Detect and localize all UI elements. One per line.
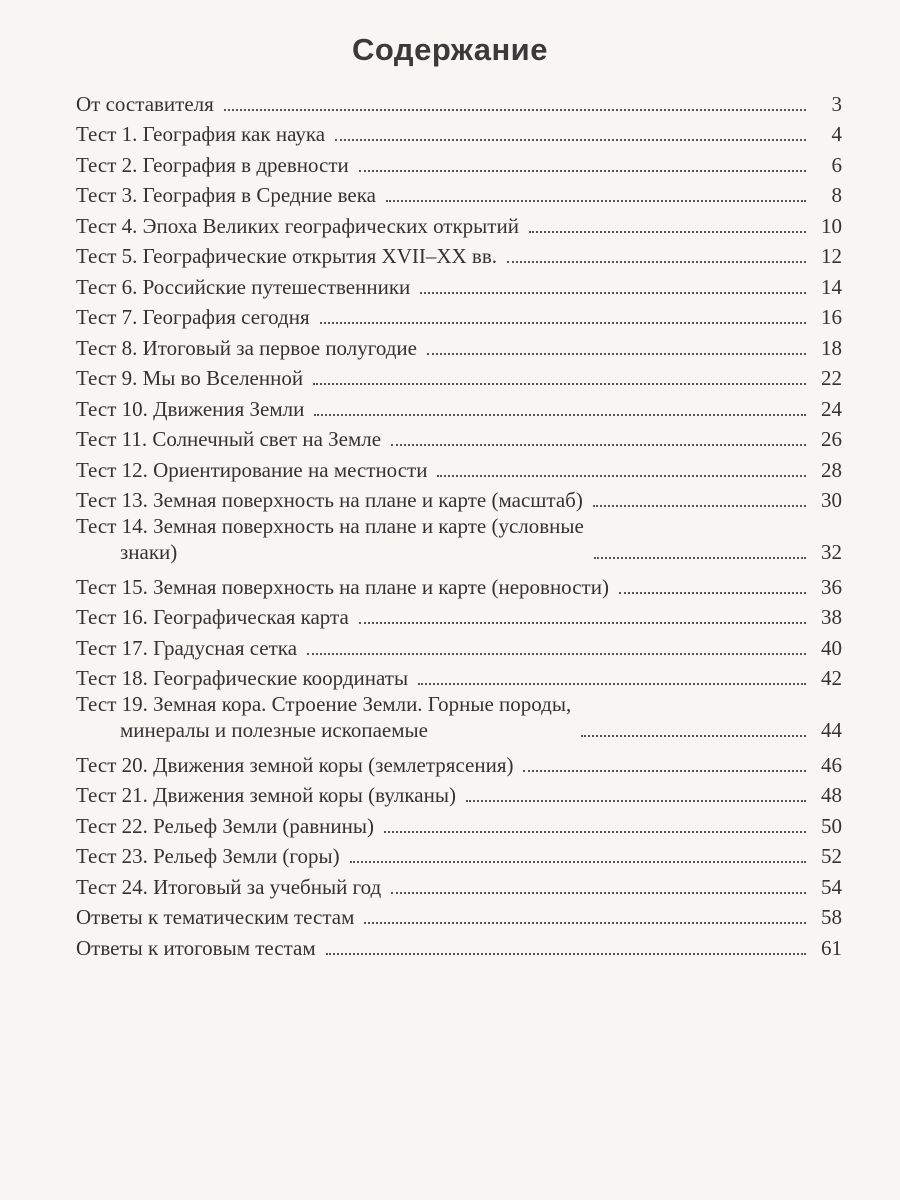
dot-leader bbox=[350, 861, 806, 863]
toc-entry-page-number: 8 bbox=[831, 183, 842, 207]
toc-entry-page-number: 44 bbox=[821, 718, 842, 742]
toc-entry-label: Тест 23. Рельеф Земли (горы) bbox=[76, 844, 340, 868]
toc-entry-label: Тест 20. Движения земной коры (землетрясения) bbox=[76, 752, 514, 777]
toc-entry-label-line: минералы и полезные ископаемые bbox=[120, 718, 428, 742]
toc-entry bbox=[76, 391, 842, 422]
toc-entry bbox=[76, 600, 842, 631]
toc-entry bbox=[76, 930, 842, 961]
toc-entry-page-number: 6 bbox=[831, 152, 842, 177]
toc-entry-label: Тест 11. Солнечный свет на Земле bbox=[76, 427, 382, 451]
toc-entry-label-line: Тест 14. Земная поверхность на плане и карте (условные bbox=[76, 514, 584, 538]
toc-entry-label: Тест 22. Рельеф Земли (равнины) bbox=[76, 813, 374, 838]
dot-leader bbox=[619, 592, 806, 594]
toc-entry-label: Тест 5. Географические открытия XVII–XX вв. bbox=[76, 244, 498, 268]
dot-leader bbox=[581, 735, 806, 737]
toc-entry-page-number: 3 bbox=[831, 91, 842, 116]
dot-leader bbox=[314, 414, 806, 416]
toc-entry-label: Тест 21. Движения земной коры (вулканы) bbox=[76, 783, 456, 807]
toc-entry-label: Тест 1. География как наука bbox=[76, 122, 326, 146]
toc-entry bbox=[76, 330, 842, 361]
toc-entry-label: Тест 10. Движения Земли bbox=[76, 396, 305, 421]
dot-leader bbox=[386, 200, 806, 202]
toc-entry-page-number: 42 bbox=[821, 666, 842, 690]
toc-entry-page-number: 36 bbox=[821, 574, 842, 599]
toc-entry bbox=[76, 869, 842, 900]
dot-leader bbox=[391, 444, 806, 446]
toc-entry bbox=[76, 86, 842, 117]
toc-entry-label: Ответы к итоговым тестам bbox=[76, 935, 316, 960]
toc-entry bbox=[76, 452, 842, 483]
toc-entry-page-number: 38 bbox=[821, 605, 842, 629]
dot-leader bbox=[593, 505, 806, 507]
toc-entry bbox=[76, 569, 842, 600]
dot-leader bbox=[359, 622, 806, 624]
toc-entry bbox=[76, 239, 842, 270]
dot-leader bbox=[335, 139, 806, 141]
toc-entry-label-line: знаки) bbox=[120, 540, 178, 564]
dot-leader bbox=[523, 770, 806, 772]
toc-entry-label: Тест 13. Земная поверхность на плане и карте (масштаб) bbox=[76, 488, 583, 512]
toc-entry-label bbox=[76, 513, 584, 565]
toc-entry-page-number: 58 bbox=[821, 905, 842, 929]
toc-entry-label-line: Тест 19. Земная кора. Строение Земли. Горные породы, bbox=[76, 692, 572, 716]
toc-entry bbox=[76, 778, 842, 809]
toc-entry-label: От составителя bbox=[76, 91, 214, 116]
toc-entry bbox=[76, 208, 842, 239]
toc-entry-label bbox=[76, 691, 571, 743]
dot-leader bbox=[427, 353, 806, 355]
dot-leader bbox=[437, 475, 806, 477]
dot-leader bbox=[326, 953, 806, 955]
dot-leader bbox=[313, 383, 806, 385]
toc-entry bbox=[76, 178, 842, 209]
toc-entry bbox=[76, 747, 842, 778]
toc-entry-page-number: 30 bbox=[821, 488, 842, 512]
toc-entry bbox=[76, 483, 842, 514]
table-of-contents bbox=[76, 86, 842, 961]
toc-entry-label: Тест 7. География сегодня bbox=[76, 305, 310, 329]
dot-leader bbox=[359, 170, 806, 172]
dot-leader bbox=[384, 831, 806, 833]
toc-entry-page-number: 48 bbox=[821, 783, 842, 807]
toc-entry-page-number: 10 bbox=[821, 213, 842, 238]
toc-entry bbox=[76, 630, 842, 661]
dot-leader bbox=[364, 922, 806, 924]
toc-entry-page-number: 52 bbox=[821, 844, 842, 868]
dot-leader bbox=[529, 231, 806, 233]
dot-leader bbox=[224, 109, 806, 111]
toc-entry bbox=[76, 513, 842, 565]
toc-entry-label: Тест 16. Географическая карта bbox=[76, 605, 349, 629]
toc-entry-page-number: 46 bbox=[821, 752, 842, 777]
toc-entry bbox=[76, 117, 842, 148]
toc-entry-page-number: 14 bbox=[821, 274, 842, 299]
toc-entry-page-number: 18 bbox=[821, 335, 842, 360]
toc-entry-label: Тест 6. Российские путешественники bbox=[76, 274, 411, 299]
toc-entry bbox=[76, 300, 842, 331]
toc-entry bbox=[76, 269, 842, 300]
toc-entry-label: Тест 9. Мы во Вселенной bbox=[76, 366, 304, 390]
dot-leader bbox=[420, 292, 806, 294]
toc-entry-page-number: 61 bbox=[821, 935, 842, 960]
toc-entry-page-number: 22 bbox=[821, 366, 842, 390]
toc-entry bbox=[76, 361, 842, 392]
toc-entry bbox=[76, 839, 842, 870]
toc-entry bbox=[76, 691, 842, 743]
toc-entry-label: Тест 12. Ориентирование на местности bbox=[76, 457, 428, 482]
toc-entry-page-number: 54 bbox=[821, 874, 842, 899]
toc-entry-label: Тест 24. Итоговый за учебный год bbox=[76, 874, 382, 899]
toc-entry bbox=[76, 900, 842, 931]
toc-entry-label: Ответы к тематическим тестам bbox=[76, 905, 355, 929]
toc-entry-page-number: 28 bbox=[821, 457, 842, 482]
toc-entry-label: Тест 15. Земная поверхность на плане и карте (неровности) bbox=[76, 574, 609, 599]
toc-entry-label: Тест 18. Географические координаты bbox=[76, 666, 409, 690]
toc-entry bbox=[76, 661, 842, 692]
toc-entry bbox=[76, 808, 842, 839]
toc-entry-page-number: 16 bbox=[821, 305, 842, 329]
toc-entry-page-number: 12 bbox=[821, 244, 842, 268]
dot-leader bbox=[418, 683, 806, 685]
toc-entry bbox=[76, 147, 842, 178]
dot-leader bbox=[507, 261, 806, 263]
page-title: Содержание bbox=[352, 32, 548, 67]
toc-entry-page-number: 50 bbox=[821, 813, 842, 838]
dot-leader bbox=[466, 800, 806, 802]
toc-entry-page-number: 24 bbox=[821, 396, 842, 421]
dot-leader bbox=[320, 322, 806, 324]
dot-leader bbox=[307, 653, 806, 655]
toc-entry-page-number: 32 bbox=[821, 540, 842, 564]
toc-entry-label: Тест 8. Итоговый за первое полугодие bbox=[76, 335, 417, 360]
toc-entry-label: Тест 3. География в Средние века bbox=[76, 183, 376, 207]
toc-entry-page-number: 4 bbox=[831, 122, 842, 146]
toc-entry bbox=[76, 422, 842, 453]
toc-entry-label: Тест 2. География в древности bbox=[76, 152, 349, 177]
toc-entry-label: Тест 17. Градусная сетка bbox=[76, 635, 298, 660]
dot-leader bbox=[594, 557, 806, 559]
toc-entry-page-number: 26 bbox=[821, 427, 842, 451]
toc-entry-label: Тест 4. Эпоха Великих географических открытий bbox=[76, 213, 519, 238]
toc-entry-page-number: 40 bbox=[821, 635, 842, 660]
dot-leader bbox=[391, 892, 806, 894]
